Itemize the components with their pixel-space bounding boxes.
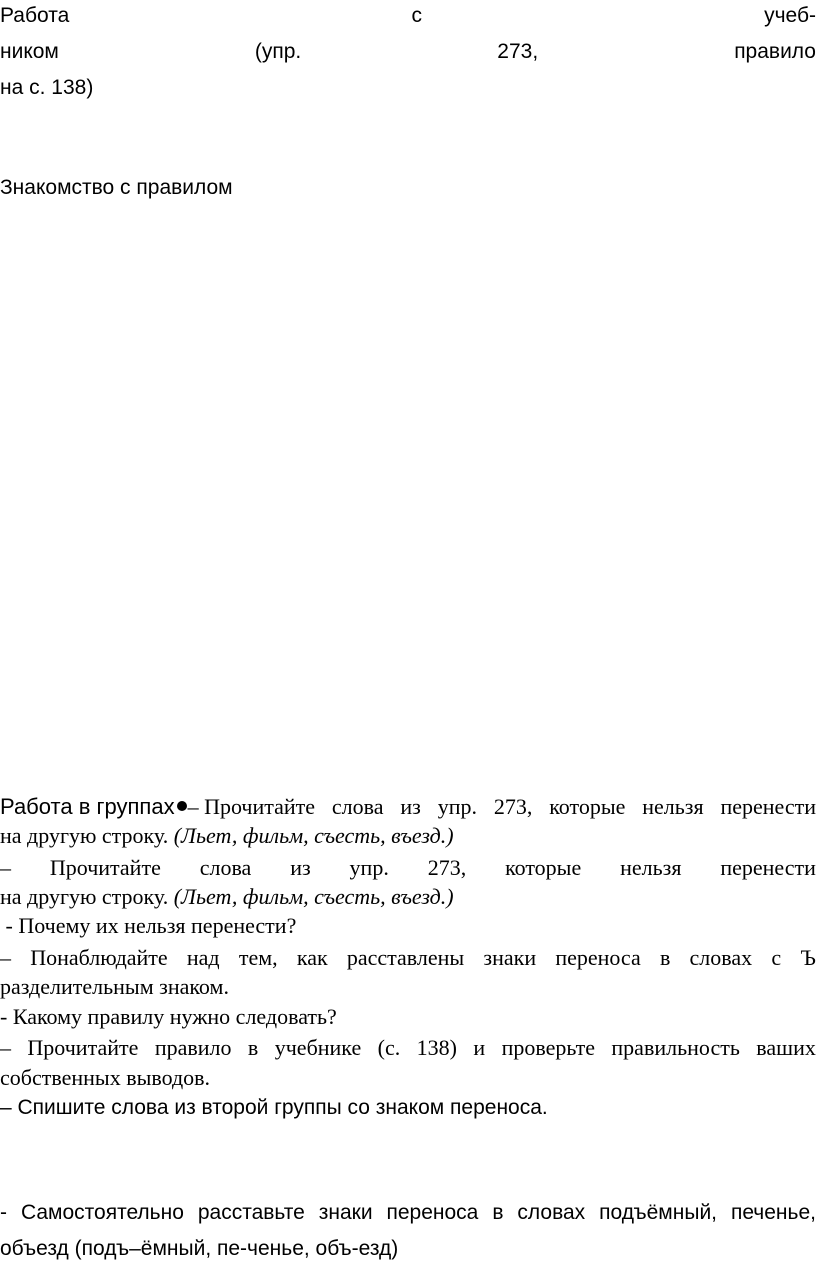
groups-line-1 [0,792,816,822]
groups-line-11: – Спишите слова из второй группы со знаком переноса. [0,1096,548,1119]
word: Самостоятельно [20,1201,184,1224]
word: 138) [416,1035,457,1060]
word: переноса [555,945,641,970]
word: над [186,945,220,970]
word: и [473,1035,486,1060]
word: в [659,945,671,970]
heading-word: правило [734,40,816,63]
word: Ъ [800,945,816,970]
line-text: на другую строку. [0,884,174,909]
word: 273, [493,794,533,819]
word: нельзя [642,794,704,819]
groups-label-wrap [0,792,315,822]
word: расставьте [197,1201,305,1224]
independent-line-2: объезд (подъ–ёмный, пе-ченье, объ-езд) [0,1237,399,1260]
word: подъёмный, [599,1201,718,1224]
heading-line-2 [0,38,816,66]
heading-word: ником [0,40,59,63]
heading-line-1 [0,2,816,30]
bullet-icon [177,801,187,811]
section-intro-title: Знакомство с правилом [0,176,233,199]
word: расставлены [346,945,465,970]
word: проверьте [501,1035,595,1060]
groups-line-6 [0,943,816,973]
groups-line-7: разделительным знаком. [0,974,229,999]
word: – [0,1035,11,1060]
word: которые [505,855,582,880]
line-text: на другую строку. [0,823,174,848]
groups-line-2 [0,821,816,851]
word: упр. [349,855,389,880]
word: из [400,794,421,819]
heading-word: 273, [497,40,539,63]
word: учебнике [274,1035,362,1060]
groups-line-10: собственных выводов. [0,1065,211,1090]
word: правило [154,1035,232,1060]
examples-italic: (Льет, фильм, съесть, въезд.) [173,823,454,848]
groups-line-5: - Почему их нельзя перенести? [0,913,297,938]
word: словах [689,945,753,970]
groups-label: Работа в группах [0,794,175,819]
groups-line-9 [0,1033,816,1063]
word: перенести [720,855,816,880]
word: переноса [386,1201,479,1224]
heading-word: (упр. [254,40,302,63]
heading-word: с [411,4,422,27]
word: слова [331,794,384,819]
word: в [247,1035,259,1060]
word: печенье, [730,1201,816,1224]
word: упр. [437,794,477,819]
word: Понаблюдайте [30,945,168,970]
word: – [0,855,11,880]
word: знаки [318,1201,373,1224]
heading-line-3: на с. 138) [0,76,94,99]
word: Прочитайте [49,855,161,880]
word: – Прочитайте [187,794,316,819]
word: (с. [377,1035,401,1060]
word: правильность [611,1035,740,1060]
word: с [771,945,782,970]
word: 273, [427,855,467,880]
word: слова [199,855,252,880]
word: как [296,945,328,970]
word: тем, [238,945,278,970]
groups-line-3 [0,853,816,883]
word: Прочитайте [27,1035,139,1060]
word: нельзя [620,855,682,880]
heading-word: учеб- [764,4,816,27]
word: ваших [756,1035,816,1060]
word: - [0,1201,7,1224]
word: – [0,945,11,970]
word: которые [549,794,626,819]
word: перенести [720,794,816,819]
groups-line-8: - Какому правилу нужно следовать? [0,1004,337,1029]
heading-word: Работа [0,4,70,27]
word: словах [517,1201,586,1224]
examples-italic: (Льет, фильм, съесть, въезд.) [173,884,454,909]
word: знаки [483,945,537,970]
word: из [290,855,311,880]
groups-line-4 [0,882,816,912]
word: в [492,1201,504,1224]
independent-line-1 [0,1198,816,1228]
